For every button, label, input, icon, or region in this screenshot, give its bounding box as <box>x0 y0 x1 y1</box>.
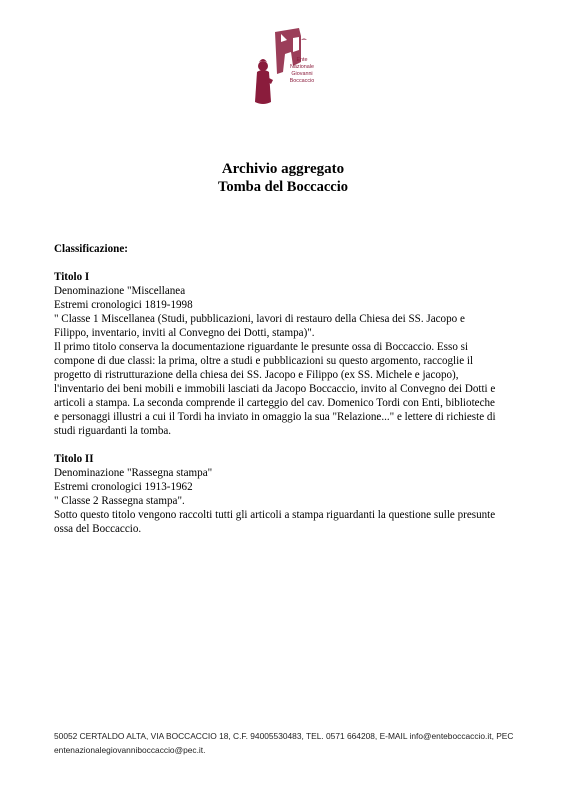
classification-label: Classificazione: <box>54 243 128 255</box>
body-line: articoli a stampa. La seconda comprende il carteggio del cav. Domenico Tordi con Enti, biblioteche <box>54 397 495 409</box>
body-line: Estremi cronologici 1913-1962 <box>54 481 193 493</box>
body-line: Estremi cronologici 1819-1998 <box>54 299 193 311</box>
section-heading: Titolo I <box>54 271 90 283</box>
document-body <box>54 242 524 536</box>
body-line: e personaggi illustri a cui il Tordi ha inviato in omaggio la sua "Relazione..." e lettere di richieste di <box>54 411 496 423</box>
document-title: Archivio aggregato <box>221 161 345 177</box>
logo-wordmark <box>284 57 320 85</box>
footer-pec-line: entenazionalegiovanniboccaccio@pec.it. <box>54 745 206 755</box>
body-line: Denominazione "Rassegna stampa" <box>54 467 213 479</box>
page-footer <box>54 729 524 757</box>
body-line: " Classe 2 Rassegna stampa". <box>54 495 185 507</box>
logo-line: Nazionale <box>290 64 314 70</box>
body-line: Denominazione "Miscellanea <box>54 285 186 297</box>
body-line: progetto di ristrutturazione della chiesa dei SS. Jacopo e Filippo (ex SS. Michele e jacopo), <box>54 369 459 381</box>
body-line: " Classe 1 Miscellanea (Studi, pubblicazioni, lavori di restauro della Chiesa dei SS. Jacopo e <box>54 313 465 325</box>
section-heading: Titolo II <box>54 453 94 465</box>
logo-line: Boccaccio <box>289 78 315 84</box>
body-line: compone di due classi: la prima, oltre a studi e pubblicazioni su questo argomento, raccoglie il <box>54 355 474 367</box>
body-line: l'inventario dei beni mobili e immobili lasciati da Jacopo Boccaccio, invito al Convegno dei Dotti e <box>54 383 496 395</box>
body-line: Filippo, inventario, inviti al Convegno dei Dotti, stampa)". <box>54 327 315 339</box>
logo-line: Giovanni <box>291 71 313 77</box>
document-subtitle: Tomba del Boccaccio <box>218 179 348 195</box>
body-line: Il primo titolo conserva la documentazione riguardante le presunte ossa di Boccaccio. Esso si <box>54 341 469 353</box>
body-line: Sotto questo titolo vengono raccolti tutti gli articoli a stampa riguardanti la questione sulle presunte <box>54 509 496 521</box>
body-line: ossa del Boccaccio. <box>54 523 142 535</box>
footer-address-line: 50052 CERTALDO ALTA, VIA BOCCACCIO 18, C.F. 94005530483, TEL. 0571 664208, E-MAIL info@enteboccaccio.it, PEC <box>54 731 514 741</box>
logo-line: Ente <box>296 57 308 63</box>
body-line: studi riguardanti la tomba. <box>54 425 172 437</box>
